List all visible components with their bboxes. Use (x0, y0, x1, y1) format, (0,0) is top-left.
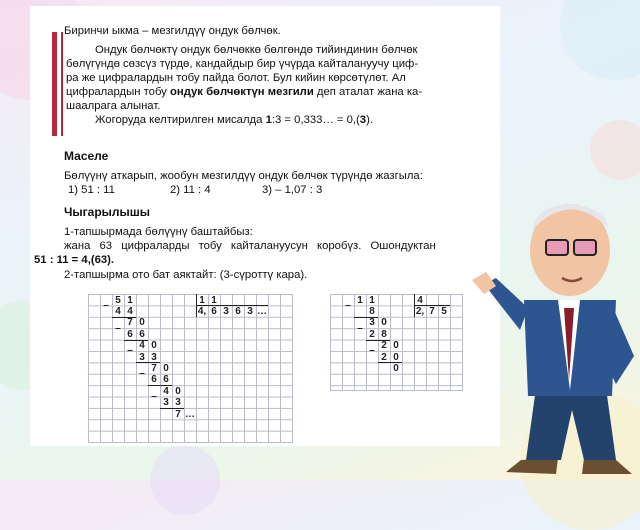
rule-text: ). (366, 114, 373, 126)
division-digit: 8 (381, 328, 387, 340)
division-bracket-horizontal (196, 305, 268, 306)
minus-sign: – (103, 299, 109, 311)
subtraction-line (160, 408, 184, 409)
division-digit: 4 (417, 294, 423, 306)
minus-sign: – (345, 299, 351, 311)
minus-sign: – (127, 345, 133, 357)
division-digit: 0 (175, 385, 181, 397)
division-digit: 0 (151, 340, 157, 352)
rule-number: 3 (359, 114, 367, 126)
division-digit: … (185, 408, 195, 420)
long-division-11-by-4 (330, 294, 463, 391)
division-digit: 6 (127, 328, 133, 340)
solution-step-2: 2-тапшырма ото бат аяктайт: (3-сүроттү кара). (64, 269, 308, 281)
problem-item-1: 1) 51 : 11 (68, 184, 115, 196)
rule-line-1: Ондук бөлчөктү ондук бөлчөккө бөлгөндө тийиндинин бөлчөк (95, 44, 418, 56)
rule-marker-bar (52, 32, 57, 136)
division-digit: 4 (127, 305, 133, 317)
division-digit: 0 (139, 317, 145, 329)
minus-sign: – (151, 390, 157, 402)
division-digit: 4 (139, 340, 145, 352)
division-digit: 0 (381, 317, 387, 329)
solution-title: Чыгарылышы (64, 205, 151, 219)
division-digit: 2 (369, 328, 375, 340)
division-digit: 2 (381, 340, 387, 352)
minus-sign: – (369, 345, 375, 357)
division-digit: 1 (199, 294, 205, 306)
division-digit: 0 (163, 362, 169, 374)
division-digit: 2 (381, 351, 387, 363)
division-digit: 5 (115, 294, 121, 306)
division-digit: 6 (163, 374, 169, 386)
minus-sign: – (115, 322, 121, 334)
division-digit: 3 (247, 305, 253, 317)
division-digit: 6 (211, 305, 217, 317)
division-digit: 4, (197, 305, 207, 317)
rule-line-2: бөлүгүндө сөзсүз түрдө, кандайдыр бир үчүрда кайталануучу циф- (66, 58, 419, 70)
rule-line-5: шаалрага алынат. (66, 100, 161, 112)
division-digit: 3 (369, 317, 375, 329)
long-division-51-by-11 (88, 294, 293, 443)
rule-text: деп аталат жана ка- (313, 86, 423, 98)
division-digit: 7 (127, 317, 133, 329)
division-digit: 3 (175, 397, 181, 409)
division-digit: 1 (357, 294, 363, 306)
subtraction-line (124, 340, 148, 341)
division-digit: 7 (175, 408, 181, 420)
division-digit: 4 (115, 305, 121, 317)
division-bracket-horizontal (414, 305, 450, 306)
division-digit: … (257, 305, 267, 317)
rule-line-6 (95, 114, 373, 127)
minus-sign: – (357, 322, 363, 334)
subtraction-line (378, 362, 402, 363)
section-heading: Биринчи ыкма – мезгилдүү ондук бөлчөк. (64, 25, 281, 37)
solution-answer-1: 51 : 11 = 4,(63). (34, 254, 115, 266)
division-digit: 4 (163, 385, 169, 397)
rule-text: Жогоруда келтирилген мисалда (95, 114, 266, 126)
problem-text: Бөлүүнү аткарып, жообун мезгилдүү ондук бөлчөк түрүндө жазгыла: (64, 170, 423, 182)
rule-term: ондук бөлчөктүн мезгили (169, 86, 314, 98)
division-digit: 2, (415, 305, 425, 317)
rule-text: цифралардын тобу (66, 86, 170, 98)
division-digit: 1 (127, 294, 133, 306)
division-digit: 5 (441, 305, 447, 317)
minus-sign: – (139, 368, 145, 380)
problem-title: Маселе (64, 149, 109, 163)
division-digit: 0 (393, 340, 399, 352)
subtraction-line (136, 362, 160, 363)
division-digit: 0 (393, 351, 399, 363)
rule-line-4 (66, 86, 422, 99)
division-digit: 3 (151, 351, 157, 363)
subtraction-line (112, 317, 136, 318)
rule-number: 1 (265, 114, 272, 126)
division-digit: 1 (369, 294, 375, 306)
rule-line-3: ра же цифралардын тобу пайда болот. Бул кийин көрсөтүлөт. Ал (66, 72, 406, 84)
division-digit: 1 (211, 294, 217, 306)
division-digit: 3 (223, 305, 229, 317)
solution-step-1: 1-тапшырмада бөлүүнү баштайбыз: (64, 226, 253, 238)
teacher-character-illustration (466, 160, 636, 480)
division-digit: 7 (151, 362, 157, 374)
problem-item-2: 2) 11 : 4 (170, 184, 211, 196)
division-digit: 0 (393, 362, 399, 374)
problem-item-3: 3) – 1,07 : 3 (262, 184, 323, 196)
rule-text: :3 = 0,333… = 0,( (271, 114, 360, 126)
subtraction-line (148, 385, 172, 386)
division-digit: 3 (163, 397, 169, 409)
division-digit: 6 (235, 305, 241, 317)
solution-step-1-cont: жана 63 цифраларды тобу кайталануусун коробүз. Ошондуктан (64, 240, 436, 252)
division-digit: 8 (369, 305, 375, 317)
rule-marker-bar-thin (61, 32, 63, 136)
subtraction-line (354, 317, 378, 318)
subtraction-line (366, 340, 390, 341)
division-digit: 6 (139, 328, 145, 340)
division-digit: 6 (151, 374, 157, 386)
division-digit: 7 (429, 305, 435, 317)
division-digit: 3 (139, 351, 145, 363)
